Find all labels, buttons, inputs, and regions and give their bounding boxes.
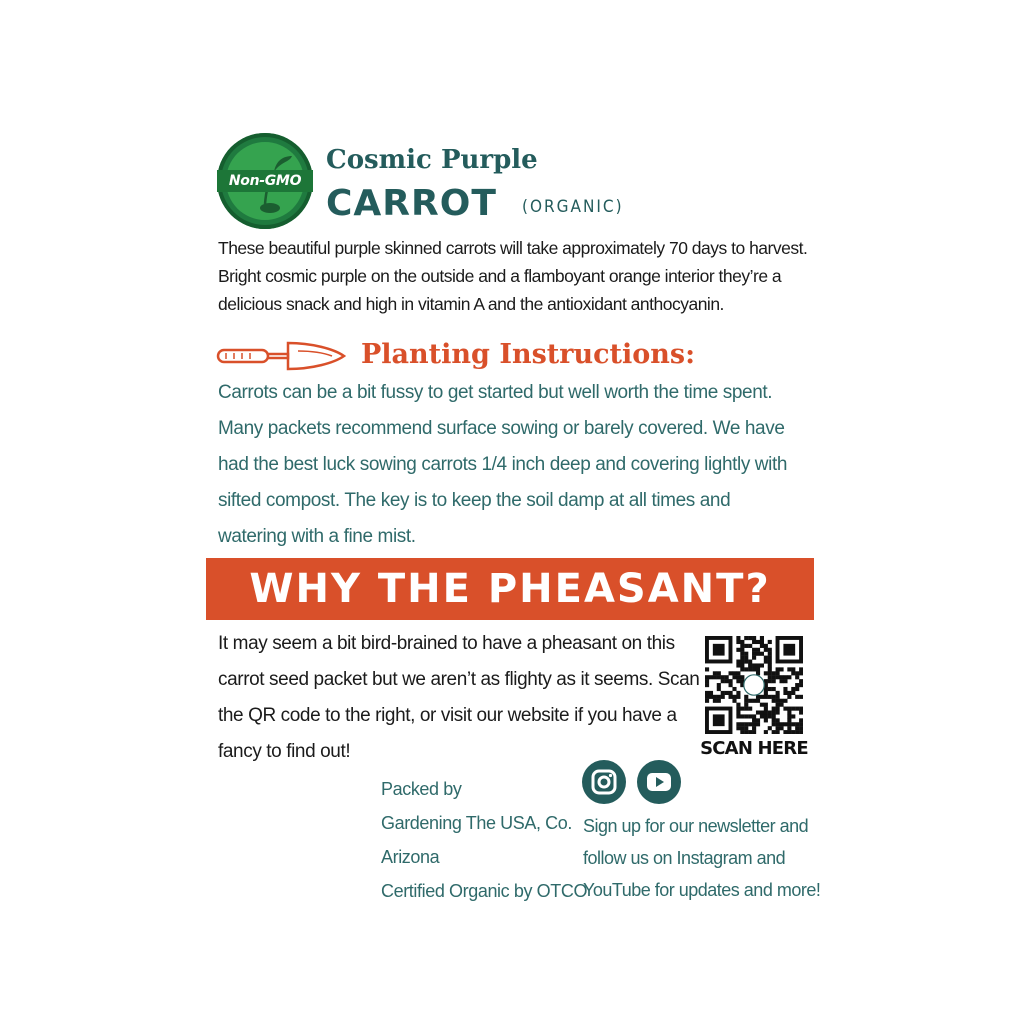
pheasant-line: carrot seed packet but we aren’t as flighty as it seems. Scan (218, 669, 700, 690)
product-description (218, 234, 818, 318)
youtube-icon[interactable] (636, 759, 682, 805)
packed-line: Certified Organic by OTCO (381, 881, 588, 901)
pheasant-text (218, 626, 698, 770)
non-gmo-badge (217, 133, 313, 229)
signup-line: Sign up for our newsletter and (583, 816, 809, 836)
banner-text: WHY THE PHEASANT? (249, 566, 771, 612)
product-name: CARROT (326, 183, 497, 224)
instagram-icon[interactable] (581, 759, 627, 805)
product-tag: (ORGANIC) (522, 197, 624, 217)
planting-heading: Planting Instructions: (361, 339, 696, 370)
signup-line: follow us on Instagram and (583, 848, 786, 868)
pheasant-line: fancy to find out! (218, 741, 351, 762)
signup-line: YouTube for updates and more! (583, 880, 821, 900)
description-line: These beautiful purple skinned carrots will take approximately 70 days to harvest. (218, 238, 808, 258)
pheasant-line: It may seem a bit bird-brained to have a pheasant on this (218, 633, 675, 654)
description-line: Bright cosmic purple on the outside and a flamboyant orange interior they’re a (218, 266, 782, 286)
packed-line: Packed by (381, 779, 462, 799)
qr-code[interactable] (705, 636, 803, 734)
planting-line: Carrots can be a bit fussy to get started but well worth the time spent. (218, 382, 773, 403)
packed-by-info (381, 772, 588, 908)
badge-band (217, 170, 313, 192)
packed-line: Arizona (381, 847, 440, 867)
packed-line: Gardening The USA, Co. (381, 813, 572, 833)
planting-line: sifted compost. The key is to keep the soil damp at all times and (218, 490, 731, 511)
badge-label: Non-GMO (228, 173, 302, 189)
planting-line: had the best luck sowing carrots 1/4 inch deep and covering lightly with (218, 454, 787, 475)
planting-line: Many packets recommend surface sowing or barely covered. We have (218, 418, 785, 439)
product-variety: Cosmic Purple (326, 145, 538, 175)
description-line: delicious snack and high in vitamin A and the antioxidant anthocyanin. (218, 294, 724, 314)
scan-here-label: SCAN HERE (700, 738, 808, 759)
planting-instructions (218, 375, 818, 555)
why-pheasant-banner (206, 558, 814, 620)
planting-line: watering with a fine mist. (218, 526, 416, 547)
newsletter-signup-text (583, 810, 823, 906)
pheasant-line: the QR code to the right, or visit our website if you have a (218, 705, 677, 726)
trowel-icon (216, 339, 346, 373)
